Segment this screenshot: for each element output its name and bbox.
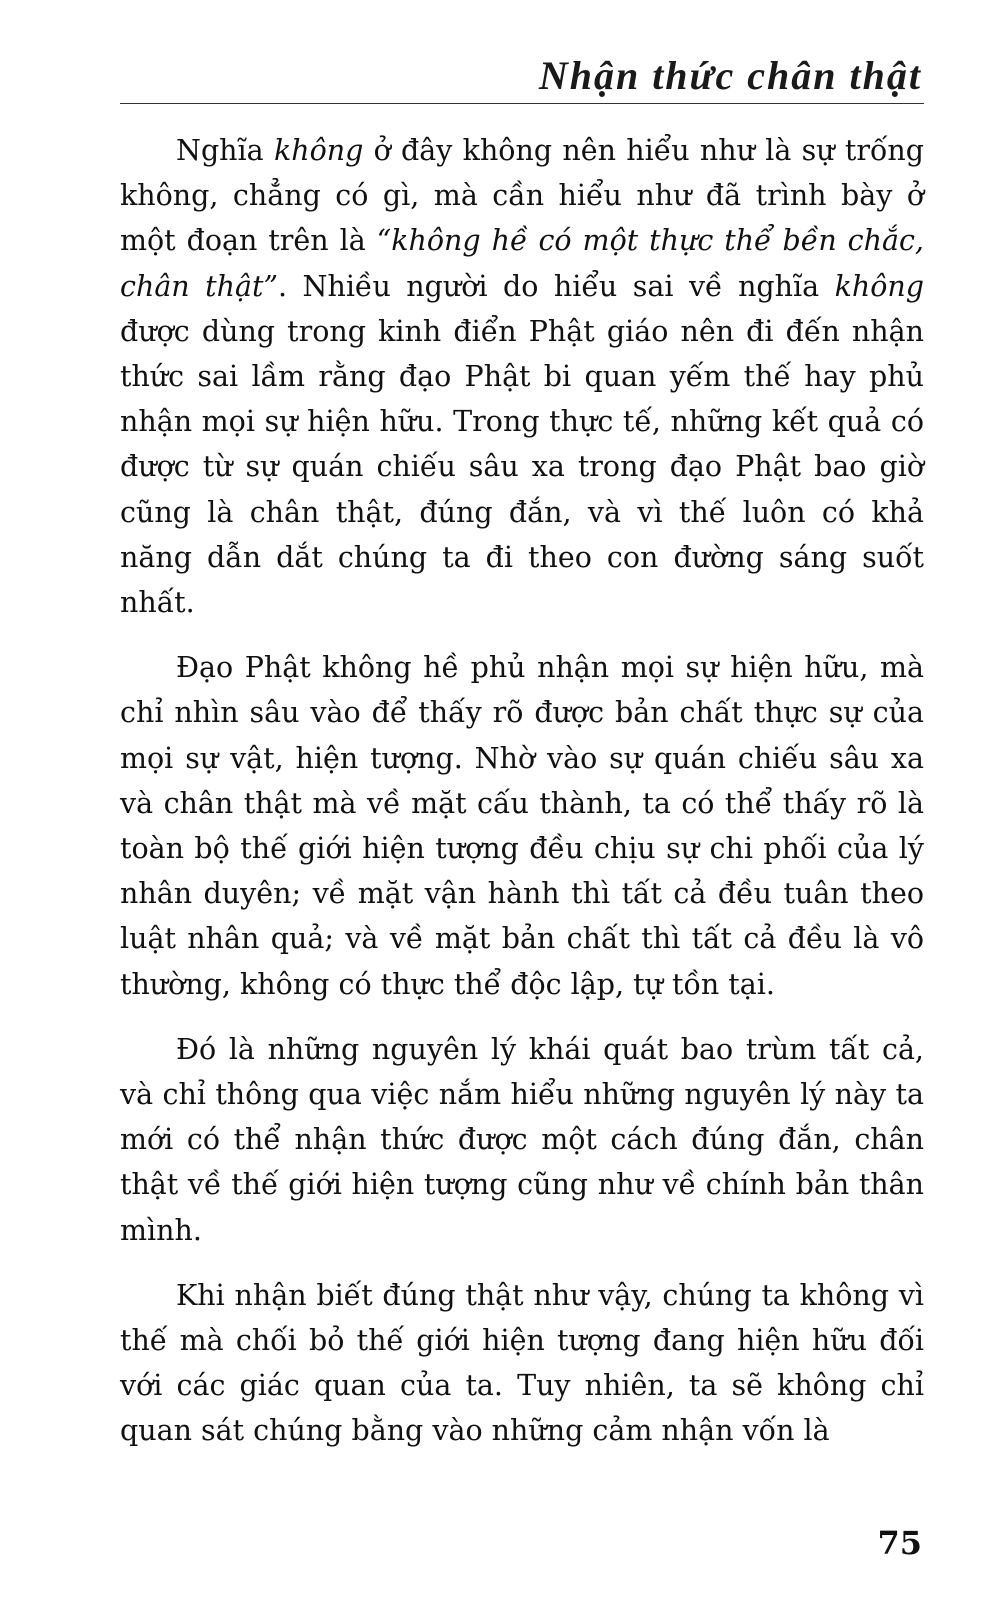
paragraph-4 <box>120 1273 924 1454</box>
text-segment: ở đây không nên hiểu như là sự trống không, chẳng có gì, mà cần hiểu như đã trình bày ở một đoạn trên là <box>120 134 924 258</box>
text-segment: Đó là những nguyên lý khái quát bao trùm tất cả, và chỉ thông qua việc nắm hiểu những nguyên lý này ta mới có thể nhận thức được một cách đúng đắn, chân thật về thế giới hiện tượng cũng như về chính bản thân mình. <box>120 1032 924 1247</box>
page-number: 75 <box>877 1524 922 1562</box>
paragraph-1 <box>120 128 924 625</box>
text-segment: Nghĩa <box>176 134 274 167</box>
text-segment: được dùng trong kinh điển Phật giáo nên đi đến nhận thức sai lầm rằng đạo Phật bi quan yếm thế hay phủ nhận mọi sự hiện hữu. Trong thực tế, những kết quả có được từ sự quán chiếu sâu xa trong đạo Phật bao giờ cũng là chân thật, đúng đắn, và vì thế luôn có khả năng dẫn dắt chúng ta đi theo con đường sáng suốt nhất. <box>120 314 924 620</box>
body-text <box>120 128 924 1474</box>
emphasis-segment: không <box>834 269 925 303</box>
text-segment: . Nhiều người do hiểu sai về nghĩa <box>277 269 835 303</box>
text-segment: Đạo Phật không hề phủ nhận mọi sự hiện hữu, mà chỉ nhìn sâu vào để thấy rõ được bản chất thực sự của mọi sự vật, hiện tượng. Nhờ vào sự quán chiếu sâu xa và chân thật mà về mặt cấu thành, ta có thể thấy rõ là toàn bộ thế giới hiện tượng đều chịu sự chi phối của lý nhân duyên; về mặt vận hành thì tất cả đều tuân theo luật nhân quả; và về mặt bản chất thì tất cả đều là vô thường, không có thực thể độc lập, tự tồn tại. <box>120 651 924 1001</box>
emphasis-segment: không <box>273 134 364 167</box>
running-header-title: Nhận thức chân thật <box>538 53 922 98</box>
paragraph-2 <box>120 645 924 1007</box>
emphasis-segment: “không hề có một thực thể bền chắc, chân thật” <box>120 224 924 303</box>
header-divider <box>120 103 924 104</box>
paragraph-3 <box>120 1027 924 1253</box>
text-segment: Khi nhận biết đúng thật như vậy, chúng ta không vì thế mà chối bỏ thế giới hiện tượng đang hiện hữu đối với các giác quan của ta. Tuy nhiên, ta sẽ không chỉ quan sát chúng bằng vào những cảm nhận vốn là <box>120 1278 924 1448</box>
